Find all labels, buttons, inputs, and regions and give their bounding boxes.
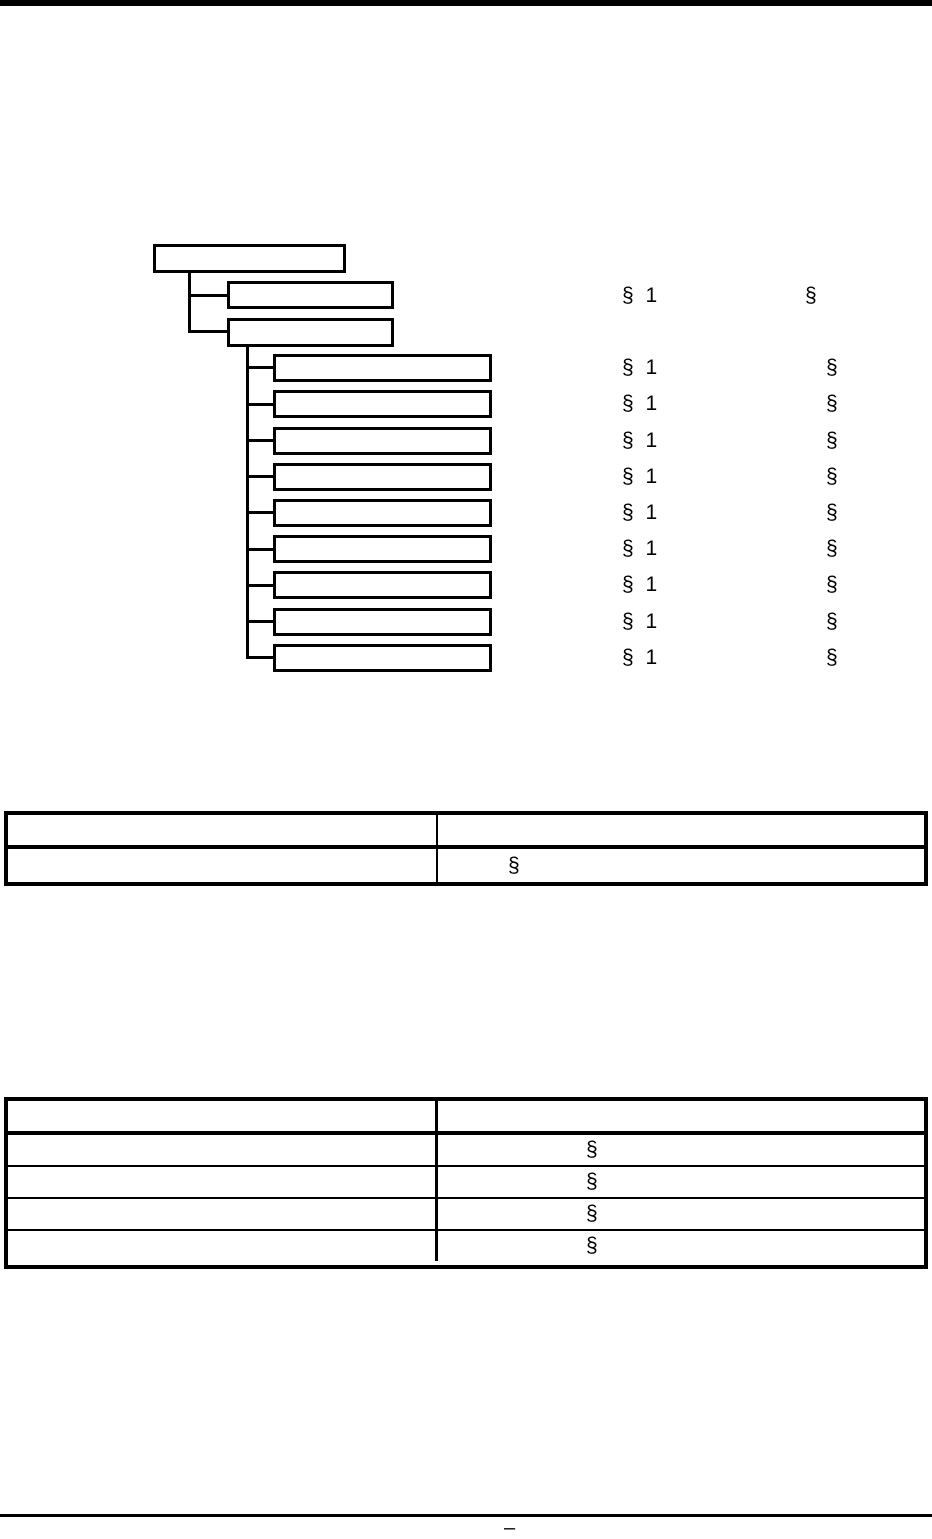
table-row xyxy=(8,1101,924,1135)
paragraph-ref: § 1 xyxy=(622,501,658,524)
paragraph-ref: § 1 xyxy=(622,646,658,669)
paragraph-ref: § 1 xyxy=(622,429,658,452)
table-cell: § xyxy=(508,853,520,877)
table-header-cell xyxy=(8,815,438,845)
tree-node-child-2 xyxy=(227,318,394,347)
table-cell: § xyxy=(586,1234,598,1257)
section-symbol: § xyxy=(826,573,838,596)
table-row xyxy=(8,1135,924,1167)
tree-annotation-row xyxy=(0,427,932,455)
paragraph-ref: § 1 xyxy=(622,356,658,379)
tree-annotation-row xyxy=(0,390,932,418)
tree-annotation-row xyxy=(0,499,932,527)
table-row xyxy=(8,1231,924,1261)
tree-annotation-row xyxy=(0,571,932,599)
paragraph-ref: § 1 xyxy=(622,537,658,560)
tree-annotation-row xyxy=(0,463,932,491)
paragraph-ref: § 1 xyxy=(622,573,658,596)
table-cell xyxy=(8,1167,438,1197)
section-symbol: § xyxy=(826,392,838,415)
table-row xyxy=(8,1199,924,1231)
section-symbol: § xyxy=(826,646,838,669)
table-header-cell xyxy=(438,815,924,845)
table-row xyxy=(8,815,924,849)
table-cell xyxy=(8,849,438,882)
section-symbol: § xyxy=(826,465,838,488)
paragraph-ref: § 1 xyxy=(622,610,658,633)
table-cell xyxy=(8,1135,438,1165)
paragraph-ref: § 1 xyxy=(622,465,658,488)
table-row xyxy=(8,1167,924,1199)
table-2 xyxy=(4,1097,928,1269)
tree-annotation-row xyxy=(0,608,932,636)
paragraph-ref: § 1 xyxy=(622,392,658,415)
table-cell xyxy=(8,1231,438,1261)
section-symbol: § xyxy=(826,356,838,379)
table-header-cell xyxy=(8,1101,438,1131)
tree-connector-line xyxy=(188,330,227,333)
tree-annotation-row xyxy=(0,535,932,563)
table-row xyxy=(8,849,924,882)
header-rule xyxy=(0,0,932,6)
section-symbol: § xyxy=(826,501,838,524)
tree-annotation-row xyxy=(0,282,932,310)
tree-annotation-row xyxy=(0,644,932,672)
table-cell: § xyxy=(586,1202,598,1225)
paragraph-ref: § 1 xyxy=(622,284,658,307)
section-symbol: § xyxy=(826,429,838,452)
page-number-dash: – xyxy=(504,1517,516,1539)
table-cell: § xyxy=(586,1138,598,1161)
section-symbol: § xyxy=(826,610,838,633)
section-symbol: § xyxy=(826,537,838,560)
table-cell xyxy=(8,1199,438,1229)
table-header-cell xyxy=(438,1101,924,1131)
tree-annotation-row xyxy=(0,354,932,382)
tree-node-root xyxy=(153,244,346,273)
table-1 xyxy=(4,811,928,886)
section-symbol: § xyxy=(805,284,817,307)
table-cell: § xyxy=(586,1170,598,1193)
footer-rule xyxy=(0,1514,932,1517)
